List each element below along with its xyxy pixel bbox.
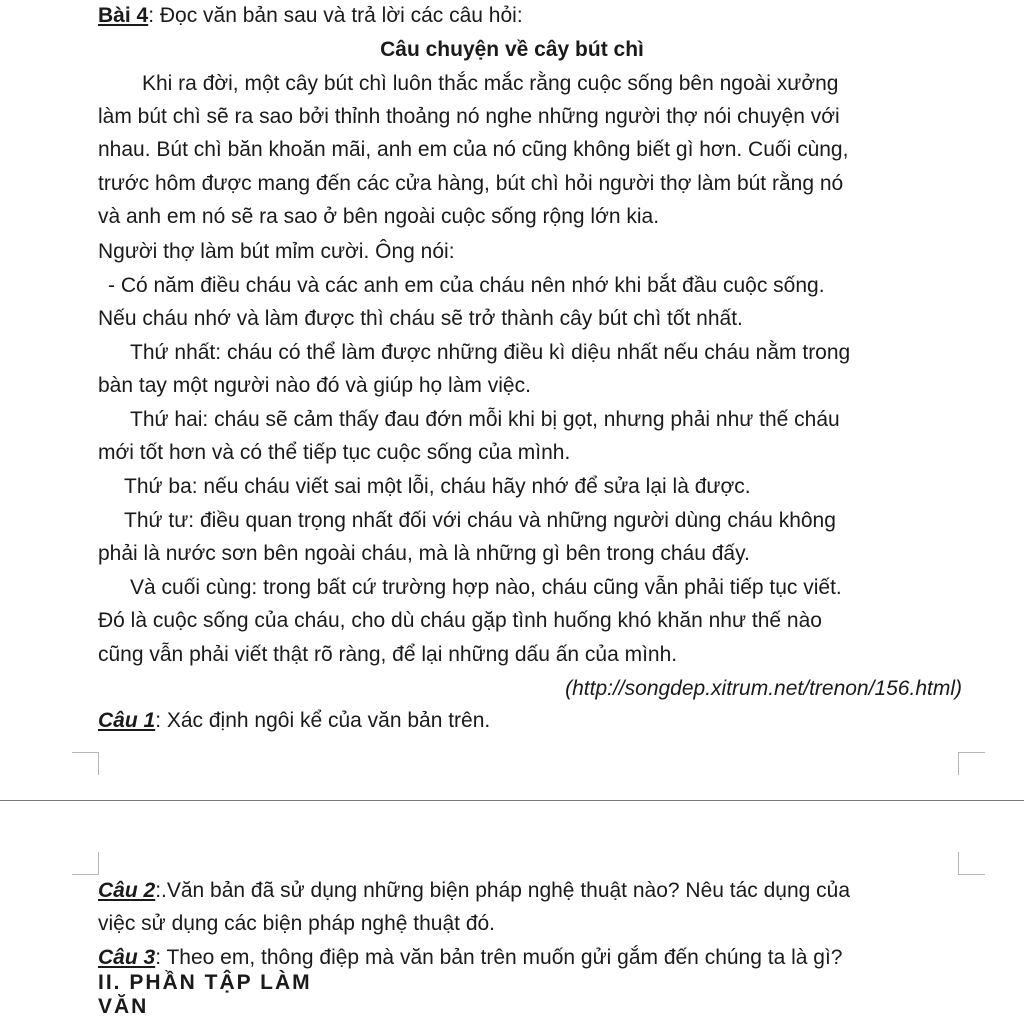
- passage-line: Người thợ làm bút mỉm cười. Ông nói:: [98, 240, 455, 263]
- passage-line: trước hôm được mang đến các cửa hàng, bút chì hỏi người thợ làm bút rằng nó: [98, 172, 844, 195]
- passage-line: làm bút chì sẽ ra sao bởi thỉnh thoảng nó nghe những người thợ nói chuyện với: [98, 105, 840, 128]
- passage-line: và anh em nó sẽ ra sao ở bên ngoài cuộc sống rộng lớn kia.: [98, 205, 660, 228]
- passage-line: Thứ hai: cháu sẽ cảm thấy đau đớn mỗi khi bị gọt, nhưng phải như thế cháu: [130, 408, 840, 431]
- passage-line: bàn tay một người nào đó và giúp họ làm việc.: [98, 374, 531, 397]
- question-3: [98, 944, 842, 972]
- passage-line: Đó là cuộc sống của cháu, cho dù cháu gặp tình huống khó khăn như thế nào: [98, 609, 822, 632]
- cut-off-heading: [98, 971, 358, 1018]
- question-1: [98, 707, 490, 735]
- source-citation: (http://songdep.xitrum.net/trenon/156.html): [565, 677, 962, 700]
- passage-line: Thứ nhất: cháu có thể làm được những điều kì diệu nhất nếu cháu nằm trong: [130, 341, 851, 364]
- passage-line: cũng vẫn phải viết thật rõ ràng, để lại những dấu ấn của mình.: [98, 643, 678, 666]
- passage-line: Và cuối cùng: trong bất cứ trường hợp nào, cháu cũng vẫn phải tiếp tục viết.: [130, 576, 842, 599]
- page-corner-mark: [72, 752, 99, 775]
- exercise-heading: [98, 2, 523, 30]
- passage-line: Nếu cháu nhớ và làm được thì cháu sẽ trở thành cây bút chì tốt nhất.: [98, 307, 743, 330]
- question-3-text: : Theo em, thông điệp mà văn bản trên muốn gửi gắm đến chúng ta là gì?: [155, 946, 843, 969]
- passage-line: nhau. Bút chì băn khoăn mãi, anh em của nó cũng không biết gì hơn. Cuối cùng,: [98, 138, 849, 161]
- passage-line: mới tốt hơn và có thể tiếp tục cuộc sống của mình.: [98, 441, 571, 464]
- passage-line: - Có năm điều cháu và các anh em của cháu nên nhớ khi bắt đầu cuộc sống.: [108, 274, 825, 297]
- question-2: [98, 877, 850, 905]
- passage-title: Câu chuyện về cây bút chì: [380, 38, 644, 61]
- page-corner-mark: [958, 752, 985, 775]
- page-break-divider: [0, 800, 1024, 801]
- passage-line: Thứ ba: nếu cháu viết sai một lỗi, cháu hãy nhớ để sửa lại là được.: [124, 475, 751, 498]
- exercise-label: Bài 4: [98, 4, 149, 27]
- question-3-label: Câu 3: [98, 946, 156, 969]
- question-2-text-line2: việc sử dụng các biện pháp nghệ thuật đó.: [98, 912, 496, 935]
- exercise-instruction: : Đọc văn bản sau và trả lời các câu hỏi:: [148, 4, 523, 27]
- page-corner-mark: [72, 852, 99, 875]
- question-1-text: : Xác định ngôi kể của văn bản trên.: [155, 709, 491, 732]
- passage-line: Thứ tư: điều quan trọng nhất đối với cháu và những người dùng cháu không: [124, 509, 836, 532]
- cut-off-heading-text: II. PHẦN TẬP LÀM VĂN: [98, 971, 312, 1018]
- question-2-label: Câu 2: [98, 879, 156, 902]
- question-1-label: Câu 1: [98, 709, 156, 732]
- passage-line: phải là nước sơn bên ngoài cháu, mà là những gì bên trong cháu đấy.: [98, 542, 750, 565]
- question-2-text-line1: :.Văn bản đã sử dụng những biện pháp nghệ thuật nào? Nêu tác dụng của: [155, 879, 851, 902]
- page-corner-mark: [958, 852, 985, 875]
- passage-line: Khi ra đời, một cây bút chì luôn thắc mắc rằng cuộc sống bên ngoài xưởng: [142, 72, 839, 95]
